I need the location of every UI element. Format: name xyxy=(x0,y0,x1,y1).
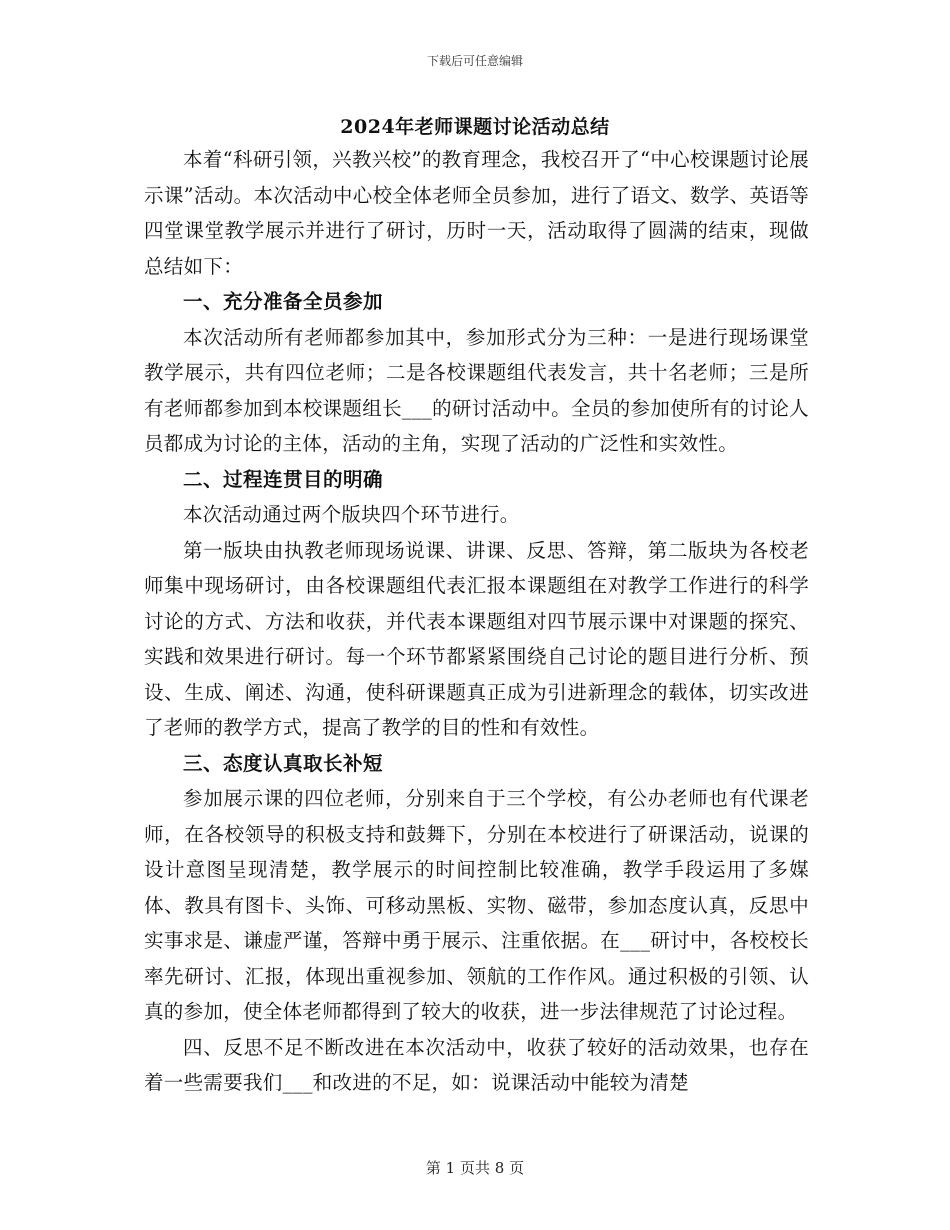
header-note: 下载后可任意编辑 xyxy=(426,54,523,68)
section-1-paragraph: 本次活动所有老师都参加其中，参加形式分为三种：一是进行现场课堂教学展示，共有四位老师；二是各校课题组代表发言，共十名老师；三是所有老师都参加到本校课题组长___的研讨活动中。全员的参加使所有的讨论人员都成为讨论的主体，活动的主角，实现了活动的广泛性和实效性。 xyxy=(144,325,809,455)
section-heading-1: 一、充分准备全员参加 xyxy=(183,290,384,313)
section-2-paragraph-2: 第一版块由执教老师现场说课、讲课、反思、答辩，第二版块为各校老师集中现场研讨，由各校课题组代表汇报本课题组在对教学工作进行的科学讨论的方式、方法和收获，并代表本课题组对四节展示课中对课题的探究、实践和效果进行研讨。每一个环节都紧紧围绕自己讨论的题目进行分析、预设、生成、阐述、沟通，使科研课题真正成为引进新理念的载体，切实改进了老师的教学方式，提高了教学的目的性和有效性。 xyxy=(144,538,809,739)
section-3-paragraph: 参加展示课的四位老师，分别来自于三个学校，有公办老师也有代课老师，在各校领导的积极支持和鼓舞下，分别在本校进行了研课活动，说课的设计意图呈现清楚，教学展示的时间控制比较准确，教学手段运用了多媒体、教具有图卡、头饰、可移动黑板、实物、磁带，参加态度认真，反思中实事求是、谦虚严谨，答辩中勇于展示、注重依据。在___研讨中，各校校长率先研讨、汇报，体现出重视参加、领航的工作作风。通过积极的引领、认真的参加，使全体老师都得到了较大的收获，进一步法律规范了讨论过程。 xyxy=(144,787,809,1023)
section-heading-3: 三、态度认真取长补短 xyxy=(183,751,384,775)
section-heading-2: 二、过程连贯目的明确 xyxy=(183,467,384,491)
page-footer: 第 1 页共 8 页 xyxy=(425,1159,525,1177)
document-title: 2024年老师课题讨论活动总结 xyxy=(340,116,610,138)
section-2-paragraph-1: 本次活动通过两个版块四个环节进行。 xyxy=(183,503,520,526)
document-body xyxy=(144,142,809,1101)
intro-paragraph: 本着“科研引领，兴教兴校”的教育理念，我校召开了“中心校课题讨论展示课”活动。本次活动中心校全体老师全员参加，进行了语文、数学、英语等四堂课堂教学展示并进行了研讨，历时一天，活动取得了圆满的结束，现做总结如下： xyxy=(144,148,809,278)
section-4-paragraph: 四、反思不足不断改进在本次活动中，收获了较好的活动效果，也存在着一些需要我们___和改进的不足，如：说课活动中能较为清楚 xyxy=(144,1035,809,1094)
